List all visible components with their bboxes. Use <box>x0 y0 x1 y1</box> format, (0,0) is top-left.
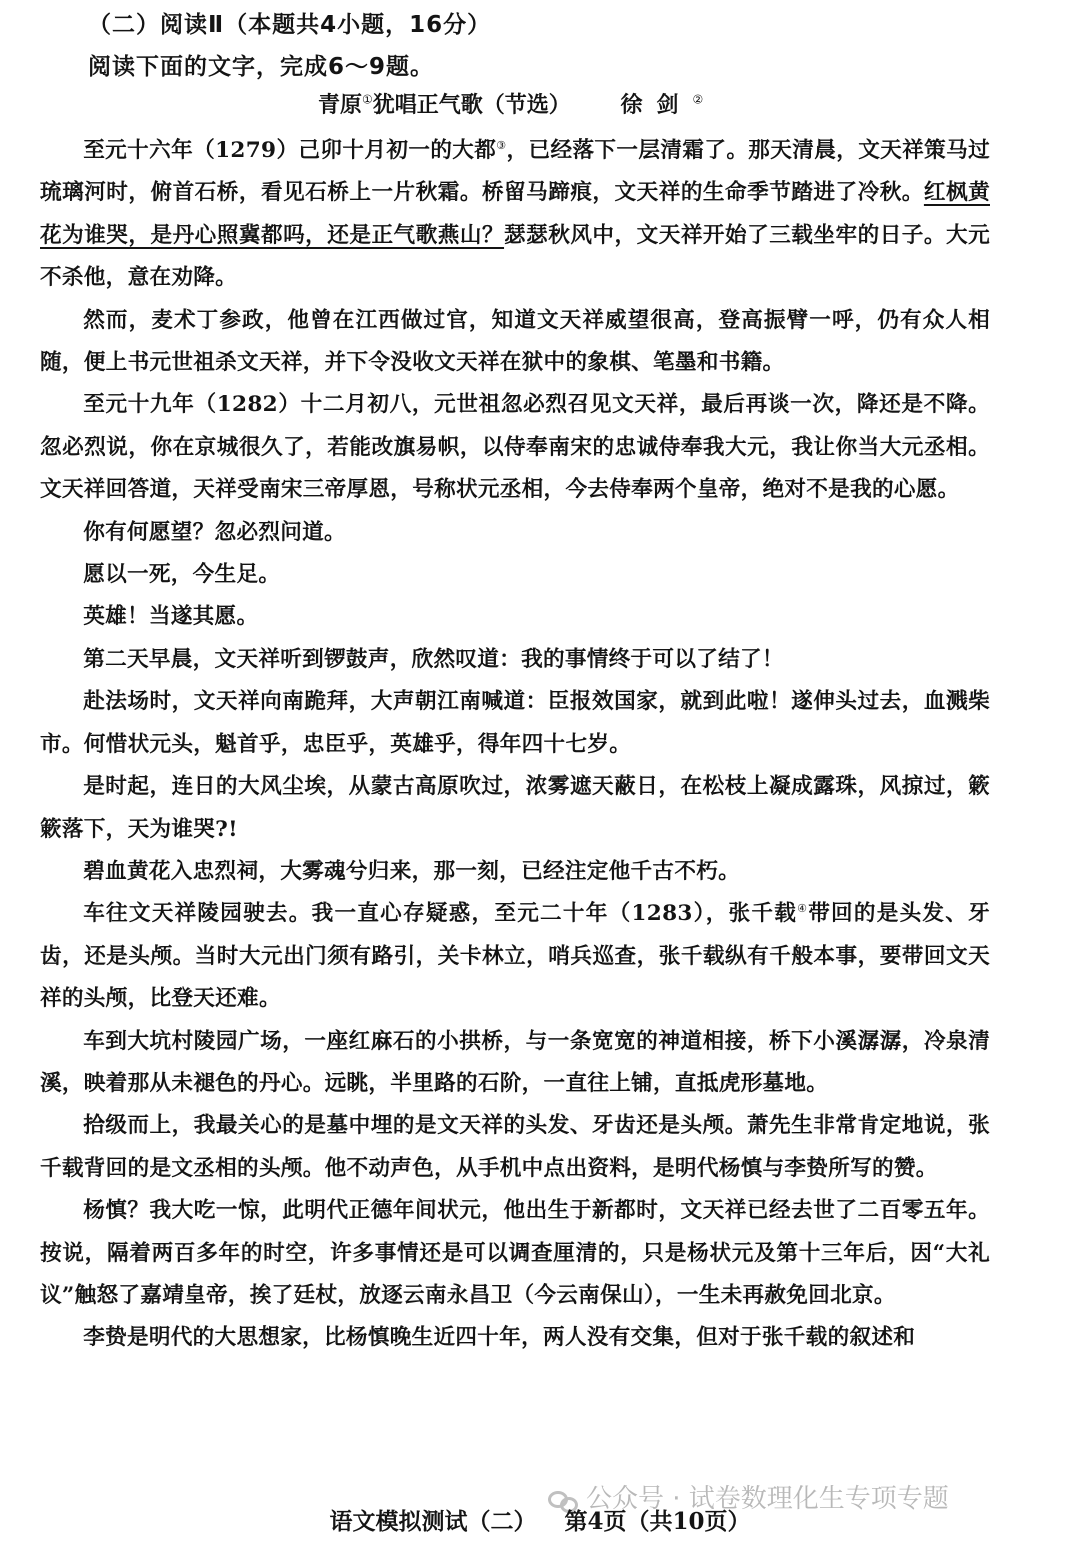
section-heading: （二）阅读Ⅱ（本题共4小题，16分） <box>88 12 492 38</box>
paragraph-1-part-c: 瑟瑟秋风中，文天祥开始了三载坐牢的日子。大元不杀他，意在劝降。 <box>40 222 990 291</box>
paragraph-3: 至元十九年（1282）十二月初八，元世祖忽必烈召见文天祥，最后再谈一次，降还是不降。忽必烈说，你在京城很久了，若能改旗易帜，以侍奉南宋的忠诚侍奉我大元，我让你当大元丞相。文天祥回答道，天祥受南宋三帝厚恩，号称状元丞相，今去侍奉两个皇帝，绝对不是我的心愿。 <box>40 392 990 503</box>
paragraph-10: 碧血黄花入忠烈祠，大雾魂兮归来，那一刻，已经注定他千古不朽。 <box>83 858 741 884</box>
paragraph-5: 愿以一死，今生足。 <box>83 562 281 588</box>
paragraph-1-part-b: ，已经落下一层清霜了。那天清晨，文天祥策马过琉璃河时，俯首石桥，看见石桥上一片秋霜。桥留马蹄痕，文天祥的生命季节踏进了冷秋。 <box>40 138 990 206</box>
title-footnote-marker: ① <box>362 92 373 107</box>
paragraph-13: 拾级而上，我最关心的是墓中埋的是文天祥的头发、牙齿还是头颅。萧先生非常肯定地说，张千载背回的是文丞相的头颅。他不动声色，从手机中点出资料，是明代杨慎与李贽所写的赞。 <box>40 1113 990 1181</box>
footnote-marker-3: ③ <box>496 138 507 152</box>
paragraph-11-part-a: 车往文天祥陵园驶去。我一直心存疑惑，至元二十年（1283），张千载 <box>83 901 798 927</box>
exam-name: 语文模拟测试（二） <box>329 1508 537 1535</box>
paragraph-6: 英雄！当遂其愿。 <box>83 604 259 630</box>
reading-instruction: 阅读下面的文字，完成6～9题。 <box>88 54 435 80</box>
footnote-marker-4: ④ <box>797 902 809 916</box>
watermark-text: 公众号 · 试卷数理化生专项专题 <box>586 1484 949 1514</box>
paragraph-4: 你有何愿望？忽必烈问道。 <box>83 519 346 545</box>
article-body <box>40 130 990 1360</box>
paragraph-2: 然而，麦术丁参政，他曾在江西做过官，知道文天祥威望很高，登高振臂一呼，仍有众人相随，便上书元世祖杀文天祥，并下令没收文天祥在狱中的象棋、笔墨和书籍。 <box>40 307 990 376</box>
page-number: 第4页（共10页） <box>564 1508 751 1535</box>
page-footer <box>0 1503 1080 1536</box>
paragraph-11 <box>40 893 990 1020</box>
paragraph-8: 赴法场时，文天祥向南跪拜，大声朝江南喊道：臣报效国家，就到此啦！遂伸头过去，血溅柴市。何惜状元头，魁首乎，忠臣乎，英雄乎，得年四十七岁。 <box>40 689 990 757</box>
article-title-rest: 犹唱正气歌（节选） <box>372 93 571 118</box>
paragraph-11-part-b: 带回的是头发、牙齿，还是头颅。当时大元出门须有路引，关卡林立，哨兵巡查，张千载纵有千般本事，要带回文天祥的头颅，比登天还难。 <box>40 901 990 1012</box>
article-title-line <box>318 88 703 119</box>
paragraph-9: 是时起，连日的大风尘埃，从蒙古高原吹过，浓雾遮天蔽日，在松枝上凝成露珠，风掠过，簌簌落下，天为谁哭?! <box>40 774 990 842</box>
article-author: 徐剑 <box>620 93 693 118</box>
author-footnote-marker: ② <box>692 92 704 107</box>
article-title: 青原 <box>318 93 363 118</box>
paragraph-15: 李贽是明代的大思想家，比杨慎晚生近四十年，两人没有交集，但对于张千载的叙述和 <box>83 1325 916 1351</box>
paragraph-1 <box>40 130 990 300</box>
paragraph-7: 第二天早晨，文天祥听到锣鼓声，欣然叹道：我的事情终于可以了结了！ <box>83 646 784 672</box>
underlined-sentence: 红枫黄花为谁哭，是丹心照冀都吗，还是正气歌燕山？ <box>40 180 990 248</box>
paragraph-1-part-a: 至元十六年（1279）己卯十月初一的大都 <box>83 138 497 163</box>
paragraph-12: 车到大坑村陵园广场，一座红麻石的小拱桥，与一条宽宽的神道相接，桥下小溪潺潺，冷泉清溪，映着那从未褪色的丹心。远眺，半里路的石阶，一直往上铺，直抵虎形墓地。 <box>40 1028 990 1096</box>
paragraph-14: 杨慎？我大吃一惊，此明代正德年间状元，他出生于新都时，文天祥已经去世了二百零五年。按说，隔着两百多年的时空，许多事情还是可以调查厘清的，只是杨状元及第十三年后，因“大礼议”触怒了嘉靖皇帝，挨了廷杖，放逐云南永昌卫（今云南保山），一生未再赦免回北京。 <box>40 1198 990 1308</box>
